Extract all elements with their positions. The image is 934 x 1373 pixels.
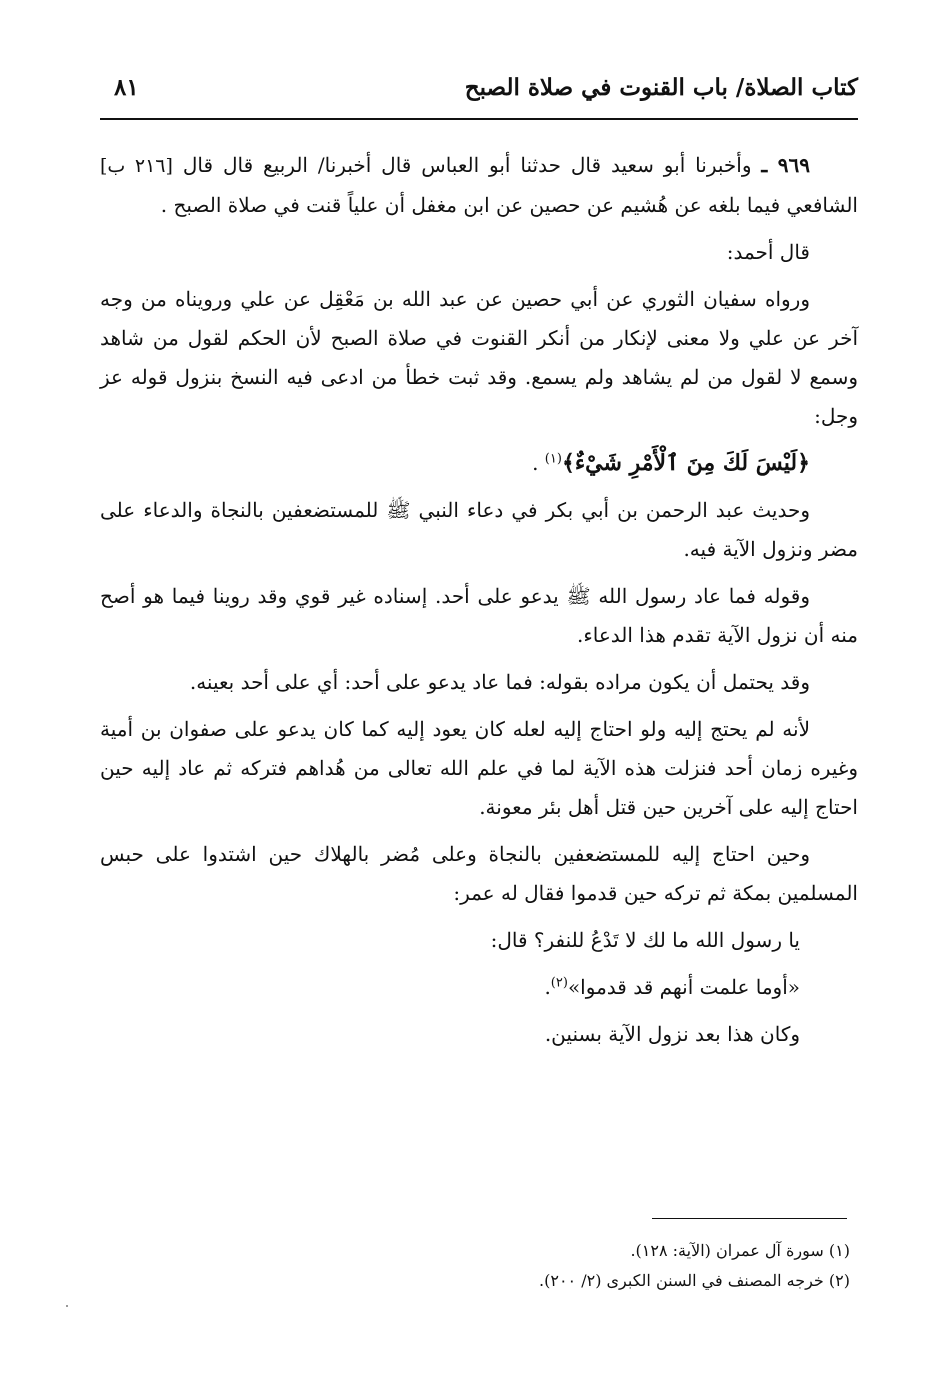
footnote: (١) سورة آل عمران (الآية: ١٢٨).	[630, 1241, 850, 1260]
footnotes	[100, 1236, 850, 1296]
answer-punctuation: .	[544, 975, 551, 999]
footnote-ref: (٢)	[550, 975, 568, 991]
paragraph	[100, 577, 858, 655]
paragraph	[100, 280, 858, 436]
paragraph	[100, 1015, 858, 1054]
paragraph-text-continuation: الشافعي فيما بلغه عن هُشيم عن حصين عن ابن مغفل أن علياً قنت في صلاة الصبح .	[160, 193, 858, 217]
paragraph-text: وأخبرنا أبو سعيد قال حدثنا أبو العباس قال أخبرنا/ الربيع قال قال	[182, 153, 752, 177]
paragraph-text: قال أحمد:	[726, 240, 810, 264]
paragraph-text: وقد يحتمل أن يكون مراده بقوله: فما عاد يدعو على أحد: أي على أحد بعينه.	[189, 670, 810, 694]
footnote-divider	[652, 1218, 847, 1219]
quoted-question	[100, 921, 858, 960]
hadith-paragraph	[100, 146, 858, 225]
manuscript-folio-marker: [٢١٦ ب]	[100, 155, 173, 177]
page-number: ٨١	[114, 74, 139, 101]
quran-verse-paragraph	[100, 444, 858, 483]
paragraph-text: يا رسول الله ما لك لا تَدْعُ للنفر؟ قال:	[490, 928, 800, 952]
verse-punctuation: .	[532, 451, 545, 475]
quoted-answer	[100, 968, 858, 1007]
paragraph-text: لأنه لم يحتج إليه ولو احتاج إليه لعله كان يعود إليه كما كان يدعو على صفوان بن أمية وغيره زمان أحد فنزلت هذه الآية لما في علم الله تعالى من هُداهم فتركه ثم عاد إليه حين احتاج إليه على آخرين حين قتل أهل بئر معونة.	[100, 717, 858, 819]
paragraph	[100, 710, 858, 827]
paragraph	[100, 663, 858, 702]
footnote-ref: (١)	[544, 451, 562, 467]
footnote: (٢) خرجه المصنف في السنن الكبرى (٢/ ٢٠٠).	[539, 1271, 850, 1290]
hadith-number: ٩٦٩ ـ	[761, 153, 811, 177]
paragraph	[100, 491, 858, 569]
quran-verse: ﴿لَيْسَ لَكَ مِنَ ٱلْأَمْرِ شَيْءٌ﴾	[561, 450, 810, 476]
paragraph-text: وحديث عبد الرحمن بن أبي بكر في دعاء النبي ﷺ للمستضعفين بالنجاة والدعاء على مضر ونزول الآية فيه.	[100, 498, 858, 561]
running-title: كتاب الصلاة/ باب القنوت في صلاة الصبح	[464, 74, 858, 101]
paragraph-text: وكان هذا بعد نزول الآية بسنين.	[544, 1022, 800, 1046]
header-divider	[100, 118, 858, 120]
paragraph-text: وحين احتاج إليه للمستضعفين بالنجاة وعلى مُضر بالهلاك حين اشتدوا على حبس المسلمين بمكة ثم تركه حين قدموا فقال له عمر:	[100, 842, 858, 905]
page-header	[100, 72, 858, 116]
paragraph-text: «أوما علمت أنهم قد قدموا»	[567, 975, 800, 999]
paragraph	[100, 835, 858, 913]
paragraph-text: وقوله فما عاد رسول الله ﷺ يدعو على أحد. إسناده غير قوي وقد روينا فيما هو أصح منه أن نزول الآية تقدم هذا الدعاء.	[100, 584, 858, 647]
paragraph-text: ورواه سفيان الثوري عن أبي حصين عن عبد الله بن مَعْقِل عن علي ورويناه من وجه آخر عن علي ولا معنى لإنكار من أنكر القنوت في صلاة الصبح لأن الحكم لقول من شاهد وسمع لا لقول من لم يشاهد ولم يسمع. وقد ثبت خطأ من ادعى فيه النسخ بنزول قوله عز وجل:	[100, 287, 858, 428]
paragraph	[100, 233, 858, 272]
main-text	[100, 146, 858, 1062]
scan-speck	[66, 1305, 68, 1307]
